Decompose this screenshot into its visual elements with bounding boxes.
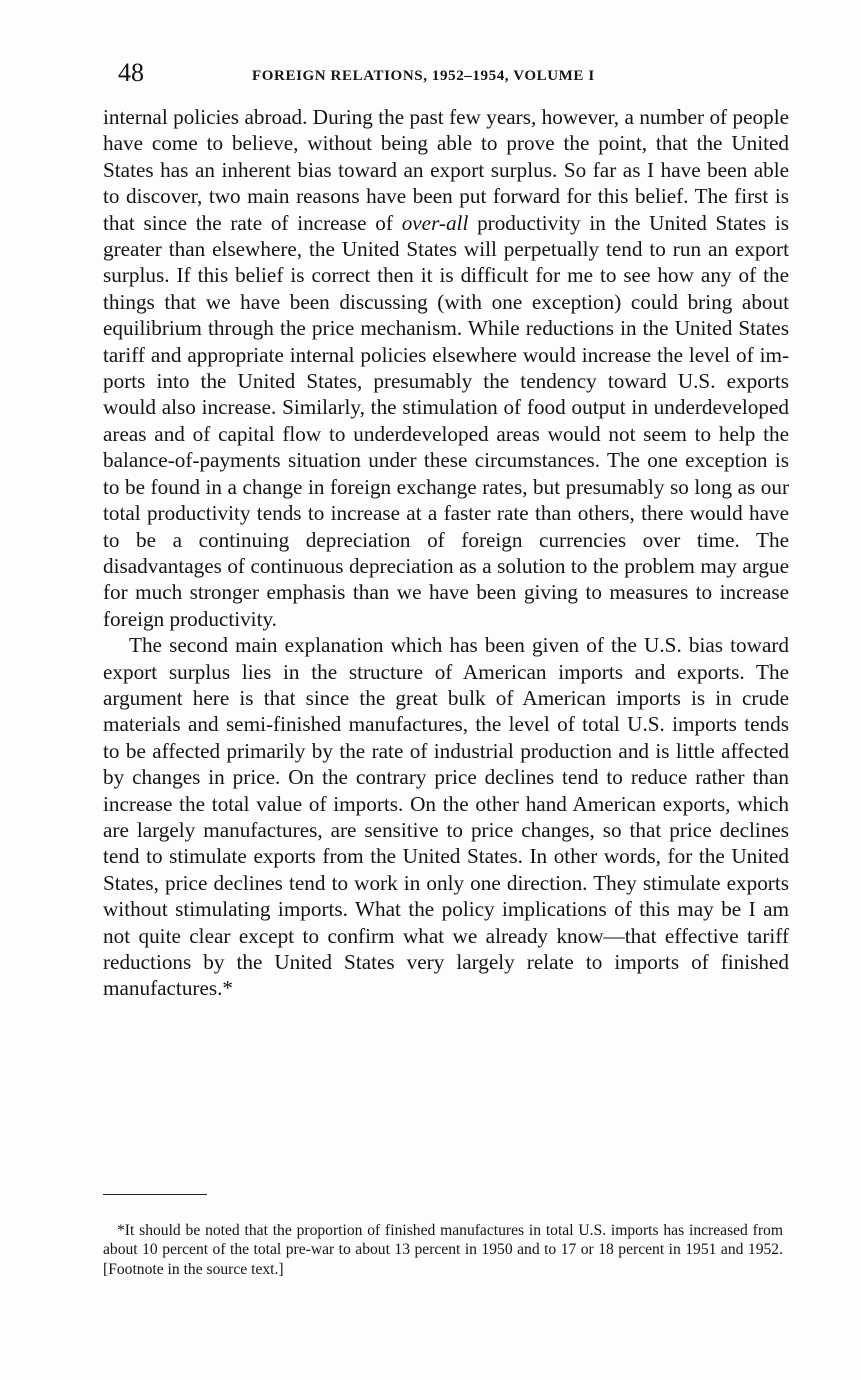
page-number: 48 — [118, 58, 144, 87]
paragraph-1-text-b: productivity in the United States is greater than elsewhere, the United States will perpetually tend to run an export surplus. If this belief is correct then it is difficult for me to see how any of the things that we have been discussing (with one exception) could bring about equilibrium through the price mechanism. While reductions in the United States tariff and appropriate internal policies elsewhere would increase the level of imports into the United States, presumably the tendency toward U.S. exports would also increase. Similarly, the stimulation of food output in underdeveloped areas and of capital flow to underdeveloped areas would not seem to help the balance-of-payments situation under these circumstances. The one exception is to be found in a change in foreign exchange rates, but presumably so long as our total productivity tends to increase at a faster rate than others, there would have to be a continuing depreciation of foreign currencies over time. The disadvantages of continuous depreciation as a solution to the problem may argue for much stronger emphasis than we have been giving to measures to increase foreign productivity. — [103, 210, 790, 631]
paragraph-1 — [103, 104, 789, 632]
paragraph-2: The second main explanation which has been given of the U.S. bias toward export surplus lies in the structure of American imports and exports. The argument here is that since the great bulk of American imports is in crude materials and semi-finished manufactures, the level of total U.S. imports tends to be affected primarily by the rate of industrial production and is little affected by changes in price. On the contrary price declines tend to reduce rather than increase the total value of imports. On the other hand American exports, which are largely manufactures, are sensitive to price changes, so that price declines tend to stimulate exports from the United States. In other words, for the United States, price declines tend to work in only one direction. They stimulate exports without stimulating imports. What the policy implications of this may be I am not quite clear except to confirm what we already know—that effective tariff reductions by the United States very largely relate to imports of finished manufactures.* — [103, 633, 789, 1001]
footnote-divider — [103, 1194, 207, 1195]
running-header — [118, 58, 808, 90]
body-text — [103, 104, 789, 1002]
paragraph-1-italic-term: over-all — [401, 210, 469, 235]
footnote: *It should be noted that the proportion of finished manufactures in total U.S. imports has increased from about 10 percent of the total pre-war to about 13 percent in 1950 and to 17 or 18 percent in 1951 and 1952. [Footnote in the source text.] — [103, 1221, 783, 1278]
running-header-title: FOREIGN RELATIONS, 1952–1954, VOLUME I — [252, 68, 595, 84]
paragraph-1-text-a: internal policies abroad. During the past few years, however, a number of people have come to believe, without being able to prove the point, that the United States has an inherent bias toward an export surplus. So far as I have been able to discover, two main reasons have been put forward for this belief. The first is that since the rate of increase of — [103, 105, 789, 235]
